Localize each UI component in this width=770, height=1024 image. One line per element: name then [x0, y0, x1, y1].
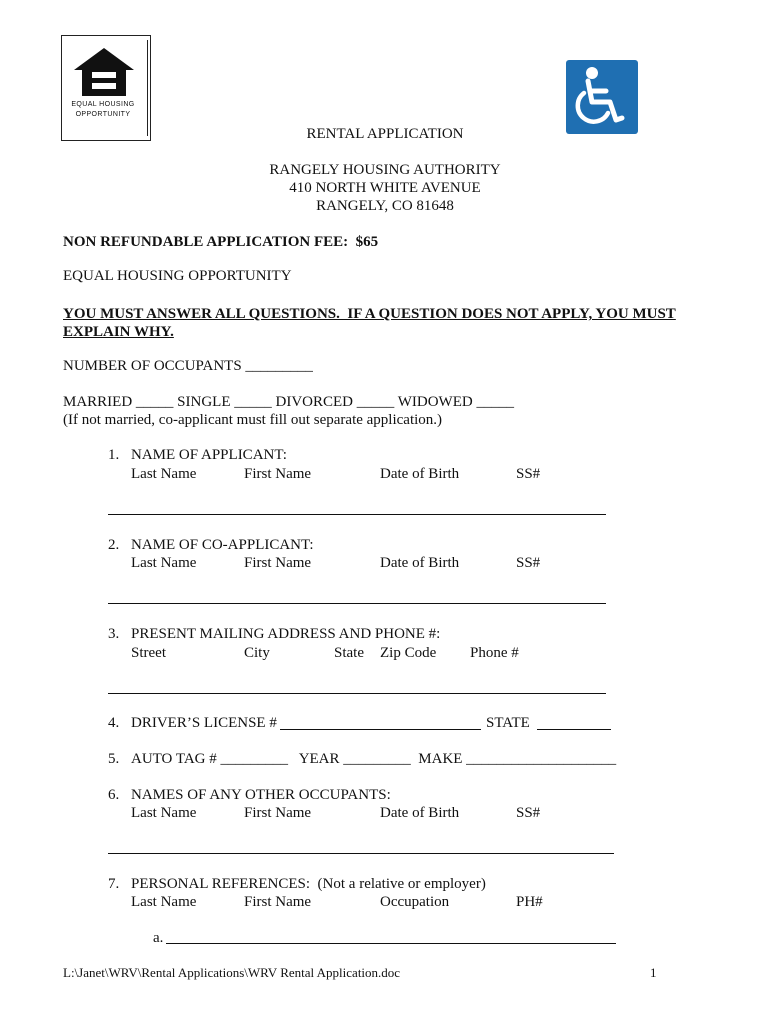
q2-answer-line[interactable] — [108, 603, 606, 604]
notice-line-2: EXPLAIN WHY. — [63, 324, 174, 340]
marital-status-field[interactable]: MARRIED _____ SINGLE _____ DIVORCED _____ WIDOWED _____ — [63, 394, 514, 410]
q7-reference-a-label: a. — [153, 930, 164, 946]
q4-drivers-license-label: DRIVER’S LICENSE # — [131, 715, 277, 731]
organization-address-street: 410 NORTH WHITE AVENUE — [289, 180, 481, 196]
accessibility-logo — [566, 60, 638, 134]
q7-reference-a-field[interactable] — [166, 943, 616, 944]
q6-title: NAMES OF ANY OTHER OCCUPANTS: — [131, 787, 391, 803]
q3-answer-line[interactable] — [108, 693, 606, 694]
q6-col-last-name: Last Name — [131, 805, 197, 821]
q4-state-label: STATE — [486, 715, 530, 731]
q7-col-last-name: Last Name — [131, 894, 197, 910]
equal-housing-caption-line1: EQUAL HOUSING — [71, 101, 135, 108]
wheelchair-accessibility-icon — [566, 60, 638, 134]
organization-address-city: RANGELY, CO 81648 — [316, 198, 454, 214]
application-fee: NON REFUNDABLE APPLICATION FEE: $65 — [63, 234, 379, 250]
q2-col-date-of-birth: Date of Birth — [380, 555, 460, 571]
q4-state-field[interactable] — [537, 729, 611, 730]
organization-name: RANGELY HOUSING AUTHORITY — [269, 162, 501, 178]
equal-housing-house-icon — [72, 46, 136, 98]
q7-col-occupation: Occupation — [380, 894, 450, 910]
q2-col-ssn: SS# — [516, 555, 541, 571]
q1-number: 1. — [108, 447, 120, 463]
q3-col-zip-code: Zip Code — [380, 645, 437, 661]
footer-file-path: L:\Janet\WRV\Rental Applications\WRV Rental Application.doc — [63, 965, 401, 980]
q4-number: 4. — [108, 715, 120, 731]
equal-housing-caption-line2: OPPORTUNITY — [75, 111, 131, 118]
q3-col-phone: Phone # — [470, 645, 519, 661]
q5-auto-tag-year-make-field[interactable]: AUTO TAG # _________ YEAR _________ MAKE ____________________ — [131, 751, 617, 767]
q5-number: 5. — [108, 751, 120, 767]
q4-drivers-license-field[interactable] — [280, 729, 481, 730]
q6-number: 6. — [108, 787, 120, 803]
q7-title: PERSONAL REFERENCES: (Not a relative or employer) — [131, 876, 486, 892]
number-of-occupants-field[interactable]: NUMBER OF OCCUPANTS _________ — [63, 358, 313, 374]
q1-col-ssn: SS# — [516, 466, 541, 482]
q6-answer-line[interactable] — [108, 853, 614, 854]
q6-col-date-of-birth: Date of Birth — [380, 805, 460, 821]
q7-col-first-name: First Name — [244, 894, 312, 910]
q3-title: PRESENT MAILING ADDRESS AND PHONE #: — [131, 626, 441, 642]
q2-col-first-name: First Name — [244, 555, 312, 571]
q3-number: 3. — [108, 626, 120, 642]
marital-status-note: (If not married, co-applicant must fill out separate application.) — [63, 412, 443, 428]
notice-line-1: YOU MUST ANSWER ALL QUESTIONS. IF A QUESTION DOES NOT APPLY, YOU MUST — [63, 306, 676, 322]
q1-col-date-of-birth: Date of Birth — [380, 466, 460, 482]
q2-col-last-name: Last Name — [131, 555, 197, 571]
q7-col-phone: PH# — [516, 894, 543, 910]
q6-col-first-name: First Name — [244, 805, 312, 821]
q3-col-state: State — [334, 645, 364, 661]
form-title: RENTAL APPLICATION — [306, 126, 464, 142]
q3-col-street: Street — [131, 645, 166, 661]
q2-title: NAME OF CO-APPLICANT: — [131, 537, 314, 553]
q6-col-ssn: SS# — [516, 805, 541, 821]
q3-col-city: City — [244, 645, 270, 661]
q1-col-last-name: Last Name — [131, 466, 197, 482]
equal-housing-statement: EQUAL HOUSING OPPORTUNITY — [63, 268, 292, 284]
q7-number: 7. — [108, 876, 120, 892]
page-number: 1 — [650, 965, 657, 980]
q1-col-first-name: First Name — [244, 466, 312, 482]
logo-divider — [147, 40, 148, 136]
q2-number: 2. — [108, 537, 120, 553]
q1-answer-line[interactable] — [108, 514, 606, 515]
q1-title: NAME OF APPLICANT: — [131, 447, 287, 463]
